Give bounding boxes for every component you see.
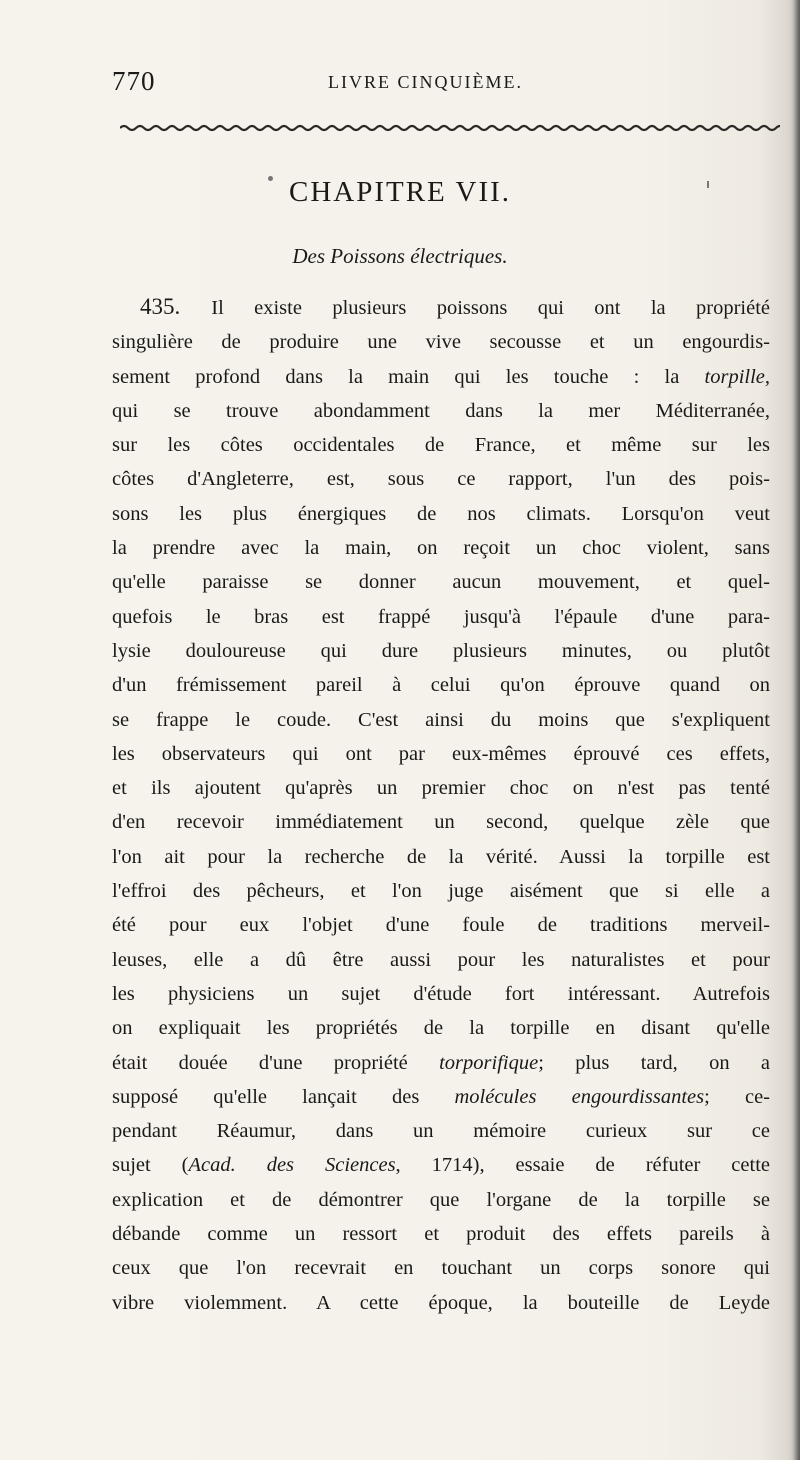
text-run: était douée d'une propriété — [112, 1051, 440, 1074]
text-run: été pour eux l'objet d'une foule de traditions merveil- — [112, 914, 770, 937]
text-line — [112, 1148, 770, 1182]
text-line — [112, 703, 770, 737]
text-run: sur les côtes occidentales de France, et même sur les — [112, 434, 770, 457]
text-run: se frappe le coude. C'est ainsi du moins que s'expliquent — [112, 708, 770, 731]
text-line — [112, 360, 770, 394]
text-run: ; plus tard, on a — [538, 1051, 770, 1074]
page-number: 770 — [112, 66, 156, 96]
text-line — [112, 531, 770, 565]
text-line — [112, 428, 770, 462]
text-line — [112, 634, 770, 668]
text-line — [112, 600, 770, 634]
text-run: ceux que l'on recevrait en touchant un corps sonore qui — [112, 1257, 770, 1280]
text-line — [112, 565, 770, 599]
text-line — [112, 908, 770, 942]
text-run: supposé qu'elle lançait des — [112, 1085, 455, 1108]
italic-run: molécules engourdissantes — [454, 1085, 705, 1108]
text-line — [112, 668, 770, 702]
text-run: et ils ajoutent qu'après un premier choc on n'est pas tenté — [112, 777, 770, 800]
text-run: l'on ait pour la recherche de la vérité. Aussi la torpille est — [112, 845, 770, 868]
text-run: les physiciens un sujet d'étude fort intéressant. Autrefois — [112, 982, 770, 1005]
text-line — [112, 840, 770, 874]
text-line — [112, 1080, 770, 1114]
chapter-title: CHAPITRE VII. — [288, 176, 512, 208]
text-run: quefois le bras est frappé jusqu'à l'épaule d'une para- — [112, 605, 770, 628]
text-line — [112, 771, 770, 805]
chapter-subtitle: Des Poissons électriques. — [292, 244, 508, 268]
text-run: vibre violemment. A cette époque, la bouteille de Leyde — [112, 1291, 770, 1314]
text-run: qui se trouve abondamment dans la mer Méditerranée, — [112, 399, 770, 422]
running-head: LIVRE CINQUIÈME. — [328, 72, 523, 92]
text-run: singulière de produire une vive secousse et un engourdis- — [112, 331, 770, 354]
text-line — [112, 394, 770, 428]
text-line — [112, 1046, 770, 1080]
paragraph-number: 435. — [140, 294, 212, 319]
text-line — [112, 1286, 770, 1320]
page-header — [112, 66, 792, 106]
page-edge-shadow — [788, 0, 800, 1460]
italic-run: torporifique — [439, 1051, 539, 1074]
text-line — [112, 290, 770, 325]
text-run: , — [764, 365, 770, 388]
text-run: sons les plus énergiques de nos climats. Lorsqu'on veut — [112, 502, 770, 525]
text-run: explication et de démontrer que l'organe de la torpille se — [112, 1188, 770, 1211]
italic-run: torpille — [704, 365, 765, 388]
text-run: pendant Réaumur, dans un mémoire curieux sur ce — [112, 1120, 770, 1143]
text-run: on expliquait les propriétés de la torpille en disant qu'elle — [112, 1017, 770, 1040]
text-line — [112, 1183, 770, 1217]
text-run: d'un frémissement pareil à celui qu'on éprouve quand on — [112, 674, 770, 697]
text-run: côtes d'Angleterre, est, sous ce rapport, l'un des pois- — [112, 468, 770, 491]
text-line — [112, 325, 770, 359]
text-run: l'effroi des pêcheurs, et l'on juge aisément que si elle a — [112, 880, 770, 903]
text-run: sujet ( — [112, 1154, 189, 1177]
text-run: lysie douloureuse qui dure plusieurs minutes, ou plutôt — [112, 639, 770, 662]
text-run: Il existe plusieurs poissons qui ont la propriété — [211, 297, 771, 319]
text-line — [112, 737, 770, 771]
text-run: qu'elle paraisse se donner aucun mouvement, et quel- — [112, 571, 770, 594]
text-run: les observateurs qui ont par eux-mêmes éprouvé ces effets, — [112, 742, 770, 765]
text-line — [112, 977, 770, 1011]
body-paragraph — [112, 290, 770, 1320]
text-line — [112, 497, 770, 531]
text-line — [112, 1011, 770, 1045]
text-run: ; ce- — [704, 1085, 770, 1108]
text-run: leuses, elle a dû être aussi pour les naturalistes et pour — [112, 948, 770, 971]
text-run: d'en recevoir immédiatement un second, quelque zèle que — [112, 811, 770, 834]
text-line — [112, 462, 770, 496]
text-line — [112, 1251, 770, 1285]
text-run: , 1714), essaie de réfuter cette — [395, 1154, 770, 1177]
text-line — [112, 1217, 770, 1251]
ornamental-rule — [120, 124, 780, 132]
text-line — [112, 805, 770, 839]
text-line — [112, 943, 770, 977]
text-line — [112, 874, 770, 908]
text-line — [112, 1114, 770, 1148]
italic-run: Acad. des Sciences — [188, 1154, 396, 1177]
text-run: sement profond dans la main qui les touche : la — [112, 365, 705, 388]
text-run: débande comme un ressort et produit des effets pareils à — [112, 1223, 770, 1246]
text-run: la prendre avec la main, on reçoit un choc violent, sans — [112, 537, 770, 560]
